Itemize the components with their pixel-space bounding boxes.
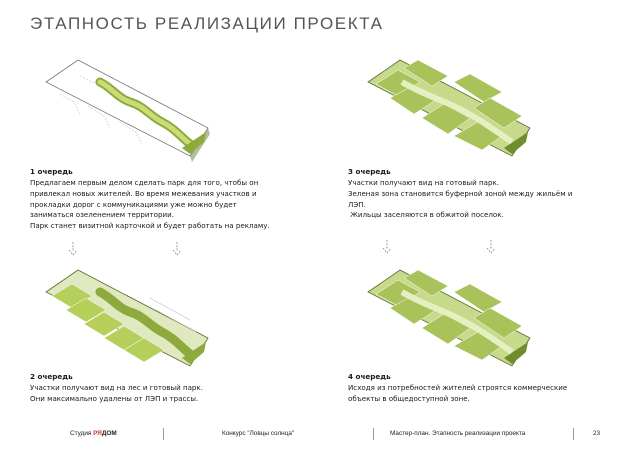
plan-phase-2 — [40, 252, 210, 372]
footer-divider — [163, 428, 164, 440]
page-number: 23 — [593, 430, 601, 437]
phase-1-description — [30, 178, 320, 232]
footer-studio-bold: ДОМ — [101, 430, 117, 437]
phase-3-line: ЛЭП. — [348, 199, 366, 209]
page-title: ЭТАПНОСТЬ РЕАЛИЗАЦИИ ПРОЕКТА — [30, 14, 384, 33]
phase-3-title: 3 очередь — [348, 167, 391, 176]
footer-divider — [573, 428, 574, 440]
phase-4-title: 4 очередь — [348, 372, 391, 381]
phase-1-line: заниматься озеленением территории. — [30, 210, 174, 220]
arrow-down-icon — [172, 242, 182, 256]
phase-2-description — [30, 383, 320, 405]
phase-3-line: Зеленая зона становится буферной зоной между жильём и — [348, 188, 573, 198]
footer-studio-accent: РЯ — [93, 430, 102, 437]
plan-phase-3 — [362, 42, 532, 162]
phase-4-line: Исходя из потребностей жителей строятся коммерческие — [348, 383, 568, 392]
footer-studio — [70, 430, 117, 437]
plan-phase-4 — [362, 252, 532, 372]
phase-2-line: Участки получают вид на лес и готовый парк. — [30, 383, 203, 392]
footer-divider — [373, 428, 374, 440]
phase-2-line: Они максимально удалены от ЛЭП и трассы. — [30, 393, 199, 403]
arrow-down-icon — [68, 242, 78, 256]
phase-1-title: 1 очередь — [30, 167, 73, 176]
phase-1-line: привлекал новых жителей. Во время межевания участков и — [30, 188, 257, 198]
phase-4-description — [348, 383, 637, 405]
phase-1-line: Парк станет визитной карточкой и будет работать на рекламу. — [30, 221, 270, 231]
phase-1-line: прокладки дорог с коммуникациями уже можно будет — [30, 199, 237, 209]
phase-4-line: объекты в общедоступной зоне. — [348, 393, 470, 403]
footer-section: Мастер-план. Этапность реализации проекта — [390, 430, 526, 437]
footer-studio-prefix: Студия — [70, 430, 94, 437]
phase-3-line: Участки получают вид на готовый парк. — [348, 178, 500, 187]
arrow-down-icon — [382, 240, 392, 254]
plan-phase-1 — [40, 42, 210, 162]
arrow-down-icon — [486, 240, 496, 254]
phase-3-line: Жильцы заселяются в обжитой поселок. — [348, 210, 504, 220]
phase-1-line: Предлагаем первым делом сделать парк для того, чтобы он — [30, 178, 259, 187]
footer-contest: Конкурс "Ловцы солнца" — [222, 430, 295, 437]
phase-3-description — [348, 178, 637, 221]
phase-2-title: 2 очередь — [30, 372, 73, 381]
